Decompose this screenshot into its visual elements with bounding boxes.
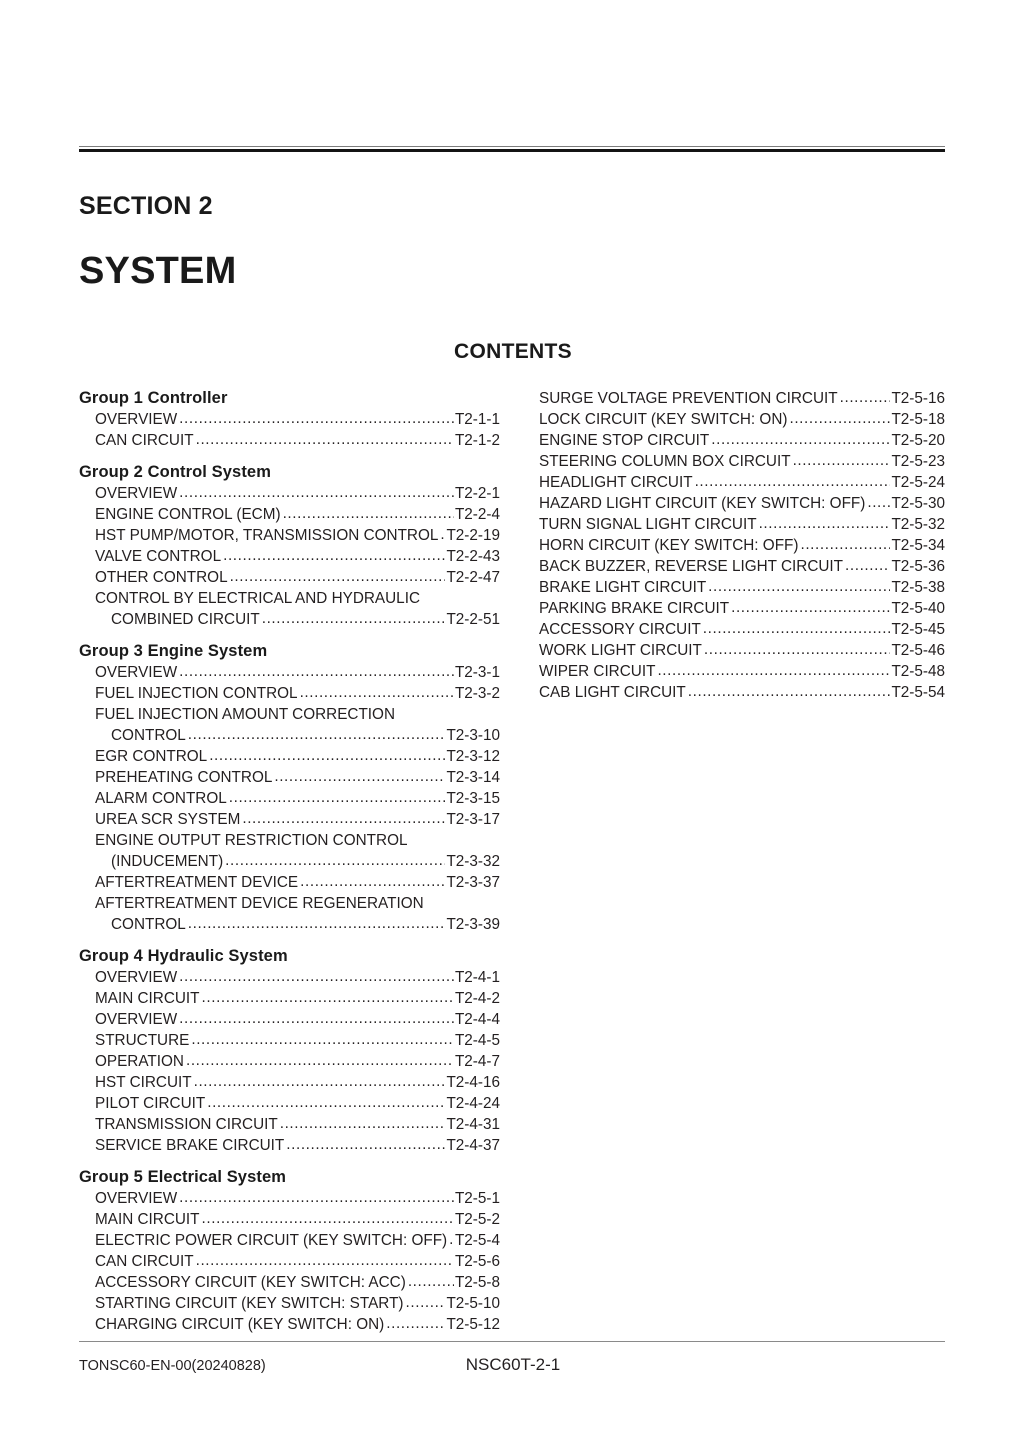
toc-entry[interactable] xyxy=(79,746,500,767)
toc-entry[interactable] xyxy=(79,872,500,893)
toc-entry[interactable] xyxy=(79,1009,500,1030)
toc-entry[interactable] xyxy=(79,1293,500,1314)
toc-entry-page: T2-4-2 xyxy=(454,990,500,1007)
toc-entry-title: VALVE CONTROL xyxy=(95,548,222,565)
toc-entry[interactable] xyxy=(79,1251,500,1272)
toc-dot-leader xyxy=(800,534,890,555)
toc-entry-title: PREHEATING CONTROL xyxy=(95,769,273,786)
toc-entry-title: MAIN CIRCUIT xyxy=(95,1211,200,1228)
toc-dot-leader xyxy=(262,608,446,629)
toc-column-left xyxy=(79,388,500,1335)
toc-entry[interactable] xyxy=(539,388,945,409)
toc-entry-page: T2-5-38 xyxy=(891,579,945,596)
toc-dot-leader xyxy=(657,660,890,681)
toc-dot-leader xyxy=(386,1313,445,1334)
toc-entry-title: BACK BUZZER, REVERSE LIGHT CIRCUIT xyxy=(539,558,844,575)
toc-group-heading[interactable]: Group 2 Control System xyxy=(79,463,271,481)
toc-entry-title: OVERVIEW xyxy=(95,1190,178,1207)
toc-entry-page: T2-5-54 xyxy=(891,684,945,701)
toc-dot-leader xyxy=(704,639,891,660)
toc-entry-page: T2-5-6 xyxy=(454,1253,500,1270)
toc-group-heading[interactable]: Group 5 Electrical System xyxy=(79,1168,287,1186)
toc-entry-title: HST PUMP/MOTOR, TRANSMISSION CONTROL xyxy=(95,527,439,544)
toc-entry-page: T2-3-12 xyxy=(446,748,500,765)
toc-entry-page: T2-5-40 xyxy=(891,600,945,617)
toc-entry-title: UREA SCR SYSTEM xyxy=(95,811,241,828)
toc-entry-title: FUEL INJECTION AMOUNT CORRECTION xyxy=(95,706,396,723)
toc-dot-leader xyxy=(280,1113,446,1134)
toc-entry[interactable] xyxy=(539,577,945,598)
toc-entry-page: T2-3-14 xyxy=(446,769,500,786)
toc-entry-page: T2-5-2 xyxy=(454,1211,500,1228)
toc-dot-leader xyxy=(229,787,446,808)
toc-entry[interactable] xyxy=(79,504,500,525)
toc-entry[interactable] xyxy=(79,788,500,809)
toc-entry-title: WIPER CIRCUIT xyxy=(539,663,656,680)
toc-entry[interactable] xyxy=(79,830,500,851)
toc-entry-title: STEERING COLUMN BOX CIRCUIT xyxy=(539,453,791,470)
toc-entry-page: T2-5-12 xyxy=(446,1316,500,1333)
toc-dot-leader xyxy=(191,1029,454,1050)
toc-entry-page: T2-4-1 xyxy=(454,969,500,986)
toc-entry[interactable] xyxy=(79,851,500,872)
toc-entry-title: CONTROL xyxy=(111,727,186,744)
toc-entry[interactable] xyxy=(79,1114,500,1135)
toc-entry[interactable] xyxy=(539,556,945,577)
toc-entry[interactable] xyxy=(539,619,945,640)
toc-entry-title: AFTERTREATMENT DEVICE xyxy=(95,874,299,891)
toc-entry-page: T2-3-1 xyxy=(454,664,500,681)
toc-entry[interactable] xyxy=(79,609,500,630)
toc-entry-title: ELECTRIC POWER CIRCUIT (KEY SWITCH: OFF) xyxy=(95,1232,448,1249)
toc-entry-page: T2-3-37 xyxy=(446,874,500,891)
toc-dot-leader xyxy=(179,482,454,503)
toc-entry-title: ACCESSORY CIRCUIT (KEY SWITCH: ACC) xyxy=(95,1274,406,1291)
toc-entry[interactable] xyxy=(79,525,500,546)
toc-entry-page: T2-4-5 xyxy=(454,1032,500,1049)
toc-dot-leader xyxy=(202,1208,454,1229)
toc-entry-title: AFTERTREATMENT DEVICE REGENERATION xyxy=(95,895,424,912)
toc-entry-page: T2-5-20 xyxy=(891,432,945,449)
toc-entry[interactable] xyxy=(539,409,945,430)
toc-entry[interactable] xyxy=(79,1314,500,1335)
toc-entry-title: HEADLIGHT CIRCUIT xyxy=(539,474,693,491)
toc-group-heading[interactable]: Group 3 Engine System xyxy=(79,642,268,660)
toc-dot-leader xyxy=(242,808,445,829)
toc-entry[interactable] xyxy=(79,725,500,746)
toc-dot-leader xyxy=(179,966,454,987)
toc-entry[interactable] xyxy=(539,514,945,535)
toc-entry-title: CONTROL BY ELECTRICAL AND HYDRAULIC xyxy=(95,590,420,607)
toc-entry-page: T2-4-16 xyxy=(446,1074,500,1091)
toc-entry[interactable] xyxy=(79,1209,500,1230)
toc-entry-title: ACCESSORY CIRCUIT xyxy=(539,621,701,638)
toc-entry[interactable] xyxy=(539,493,945,514)
toc-dot-leader xyxy=(708,576,890,597)
toc-dot-leader xyxy=(223,545,445,566)
toc-entry-title: OVERVIEW xyxy=(95,411,178,428)
toc-dot-leader xyxy=(688,681,891,702)
toc-dot-leader xyxy=(867,492,890,513)
toc-dot-leader xyxy=(449,1229,454,1250)
toc-entry-page: T2-5-45 xyxy=(891,621,945,638)
footer-page-number: NSC60T-2-1 xyxy=(465,1355,561,1374)
toc-dot-leader xyxy=(840,387,891,408)
toc-entry[interactable] xyxy=(79,588,500,609)
toc-entry[interactable] xyxy=(79,409,500,430)
toc-entry[interactable] xyxy=(79,767,500,788)
toc-entry-page: T2-4-31 xyxy=(446,1116,500,1133)
toc-entry-title: ENGINE OUTPUT RESTRICTION CONTROL xyxy=(95,832,408,849)
toc-entry-title: STRUCTURE xyxy=(95,1032,190,1049)
toc-entry[interactable] xyxy=(539,472,945,493)
toc-entry[interactable] xyxy=(539,430,945,451)
toc-entry-page: T2-5-24 xyxy=(891,474,945,491)
toc-dot-leader xyxy=(194,1071,446,1092)
toc-dot-leader xyxy=(703,618,891,639)
toc-entry[interactable] xyxy=(79,988,500,1009)
toc-entry-page: T2-5-1 xyxy=(454,1190,500,1207)
footer-rule xyxy=(79,1341,945,1342)
toc-entry-page: T2-5-46 xyxy=(891,642,945,659)
toc-entry-title: HAZARD LIGHT CIRCUIT (KEY SWITCH: OFF) xyxy=(539,495,866,512)
toc-entry-title: BRAKE LIGHT CIRCUIT xyxy=(539,579,707,596)
toc-entry-title: MAIN CIRCUIT xyxy=(95,990,200,1007)
toc-entry[interactable] xyxy=(539,598,945,619)
toc-column-right xyxy=(539,388,945,703)
toc-dot-leader xyxy=(731,597,890,618)
toc-dot-leader xyxy=(179,1008,454,1029)
toc-dot-leader xyxy=(188,913,446,934)
toc-entry[interactable] xyxy=(79,914,500,935)
toc-dot-leader xyxy=(209,745,445,766)
toc-dot-leader xyxy=(188,724,446,745)
toc-entry[interactable] xyxy=(79,1188,500,1209)
toc-entry-title: CHARGING CIRCUIT (KEY SWITCH: ON) xyxy=(95,1316,385,1333)
toc-entry[interactable] xyxy=(539,535,945,556)
toc-entry-page: T2-5-34 xyxy=(891,537,945,554)
toc-entry[interactable] xyxy=(79,1072,500,1093)
toc-entry-page: T2-5-36 xyxy=(891,558,945,575)
toc-entry[interactable] xyxy=(79,683,500,704)
toc-entry-title: CAN CIRCUIT xyxy=(95,1253,194,1270)
toc-dot-leader xyxy=(759,513,891,534)
footer-document-code: TONSC60-EN-00(20240828) xyxy=(79,1358,266,1374)
toc-entry-title: HST CIRCUIT xyxy=(95,1074,192,1091)
toc-entry-page: T2-4-37 xyxy=(446,1137,500,1154)
toc-entry-page: T2-2-43 xyxy=(446,548,500,565)
toc-entry[interactable] xyxy=(79,1030,500,1051)
toc-entry[interactable] xyxy=(79,662,500,683)
toc-entry-title: CONTROL xyxy=(111,916,186,933)
toc-entry-page: T2-3-10 xyxy=(446,727,500,744)
toc-entry-title: CAN CIRCUIT xyxy=(95,432,194,449)
toc-entry-title: WORK LIGHT CIRCUIT xyxy=(539,642,702,659)
toc-entry-title: STARTING CIRCUIT (KEY SWITCH: START) xyxy=(95,1295,404,1312)
toc-entry-page: T2-5-16 xyxy=(891,390,945,407)
page-title: SYSTEM xyxy=(79,250,237,292)
toc-entry[interactable] xyxy=(79,893,500,914)
header-rule-thick xyxy=(79,149,945,152)
toc-dot-leader xyxy=(230,566,446,587)
toc-dot-leader xyxy=(406,1292,446,1313)
toc-entry-title: ENGINE STOP CIRCUIT xyxy=(539,432,710,449)
toc-dot-leader xyxy=(225,850,445,871)
toc-entry-page: T2-3-17 xyxy=(446,811,500,828)
toc-dot-leader xyxy=(274,766,445,787)
toc-dot-leader xyxy=(695,471,891,492)
toc-dot-leader xyxy=(283,503,454,524)
toc-entry-title: OVERVIEW xyxy=(95,1011,178,1028)
toc-entry[interactable] xyxy=(79,483,500,504)
toc-entry-title: LOCK CIRCUIT (KEY SWITCH: ON) xyxy=(539,411,788,428)
toc-dot-leader xyxy=(300,682,454,703)
toc-entry-title: OPERATION xyxy=(95,1053,184,1070)
toc-entry-page: T2-2-19 xyxy=(446,527,500,544)
toc-entry-title: ENGINE CONTROL (ECM) xyxy=(95,506,281,523)
toc-entry-title: OTHER CONTROL xyxy=(95,569,228,586)
toc-dot-leader xyxy=(179,661,454,682)
toc-entry-title: EGR CONTROL xyxy=(95,748,208,765)
toc-dot-leader xyxy=(711,429,890,450)
toc-entry-title: HORN CIRCUIT (KEY SWITCH: OFF) xyxy=(539,537,799,554)
toc-entry[interactable] xyxy=(539,640,945,661)
toc-entry-page: T2-1-1 xyxy=(454,411,500,428)
toc-dot-leader xyxy=(202,987,454,1008)
toc-entry-title: CAB LIGHT CIRCUIT xyxy=(539,684,686,701)
toc-group-heading[interactable]: Group 1 Controller xyxy=(79,389,228,407)
toc-dot-leader xyxy=(845,555,890,576)
toc-entry[interactable] xyxy=(79,1051,500,1072)
toc-dot-leader xyxy=(440,524,445,545)
toc-entry-title: OVERVIEW xyxy=(95,664,178,681)
toc-entry[interactable] xyxy=(79,1230,500,1251)
toc-entry-page: T2-3-32 xyxy=(446,853,500,870)
toc-entry-page: T2-5-48 xyxy=(891,663,945,680)
toc-entry-page: T2-5-10 xyxy=(446,1295,500,1312)
toc-entry-title: ALARM CONTROL xyxy=(95,790,227,807)
toc-entry-page: T2-5-4 xyxy=(454,1232,500,1249)
toc-entry-page: T2-5-18 xyxy=(891,411,945,428)
toc-entry[interactable] xyxy=(539,682,945,703)
toc-dot-leader xyxy=(196,1250,454,1271)
toc-entry[interactable] xyxy=(79,1135,500,1156)
toc-dot-leader xyxy=(286,1134,445,1155)
toc-dot-leader xyxy=(789,408,890,429)
toc-entry-title: TURN SIGNAL LIGHT CIRCUIT xyxy=(539,516,757,533)
toc-entry-title: FUEL INJECTION CONTROL xyxy=(95,685,298,702)
toc-entry-title: OVERVIEW xyxy=(95,969,178,986)
toc-dot-leader xyxy=(408,1271,454,1292)
toc-entry-page: T2-5-23 xyxy=(891,453,945,470)
toc-entry[interactable] xyxy=(79,967,500,988)
toc-entry-title: TRANSMISSION CIRCUIT xyxy=(95,1116,278,1133)
toc-entry-title: PILOT CIRCUIT xyxy=(95,1095,206,1112)
toc-entry-page: T2-1-2 xyxy=(454,432,500,449)
toc-entry-title: OVERVIEW xyxy=(95,485,178,502)
toc-entry[interactable] xyxy=(79,1093,500,1114)
toc-entry-page: T2-3-39 xyxy=(446,916,500,933)
toc-dot-leader xyxy=(179,1187,454,1208)
toc-entry[interactable] xyxy=(539,451,945,472)
toc-entry[interactable] xyxy=(539,661,945,682)
toc-entry-title: COMBINED CIRCUIT xyxy=(111,611,260,628)
toc-entry-title: SURGE VOLTAGE PREVENTION CIRCUIT xyxy=(539,390,838,407)
toc-entry-page: T2-4-7 xyxy=(454,1053,500,1070)
toc-entry[interactable] xyxy=(79,546,500,567)
toc-entry[interactable] xyxy=(79,567,500,588)
toc-entry-title: SERVICE BRAKE CIRCUIT xyxy=(95,1137,285,1154)
toc-dot-leader xyxy=(179,408,454,429)
toc-entry[interactable] xyxy=(79,704,500,725)
toc-entry-page: T2-2-4 xyxy=(454,506,500,523)
toc-entry[interactable] xyxy=(79,809,500,830)
toc-dot-leader xyxy=(196,429,454,450)
toc-entry-page: T2-5-8 xyxy=(454,1274,500,1291)
toc-entry-page: T2-5-30 xyxy=(891,495,945,512)
contents-heading: CONTENTS xyxy=(454,340,572,363)
toc-entry-page: T2-3-2 xyxy=(454,685,500,702)
toc-entry-title: PARKING BRAKE CIRCUIT xyxy=(539,600,730,617)
toc-entry-page: T2-3-15 xyxy=(446,790,500,807)
toc-entry-page: T2-2-51 xyxy=(446,611,500,628)
toc-dot-leader xyxy=(300,871,445,892)
toc-entry-page: T2-2-1 xyxy=(454,485,500,502)
toc-entry[interactable] xyxy=(79,1272,500,1293)
toc-entry[interactable] xyxy=(79,430,500,451)
toc-entry-page: T2-5-32 xyxy=(891,516,945,533)
toc-entry-page: T2-2-47 xyxy=(446,569,500,586)
toc-group-heading[interactable]: Group 4 Hydraulic System xyxy=(79,947,288,965)
section-label: SECTION 2 xyxy=(79,192,213,220)
toc-entry-title: (INDUCEMENT) xyxy=(111,853,224,870)
header-rule xyxy=(79,146,945,152)
toc-dot-leader xyxy=(793,450,891,471)
toc-dot-leader xyxy=(207,1092,445,1113)
toc-entry-page: T2-4-4 xyxy=(454,1011,500,1028)
toc-dot-leader xyxy=(186,1050,454,1071)
toc-entry-page: T2-4-24 xyxy=(446,1095,500,1112)
